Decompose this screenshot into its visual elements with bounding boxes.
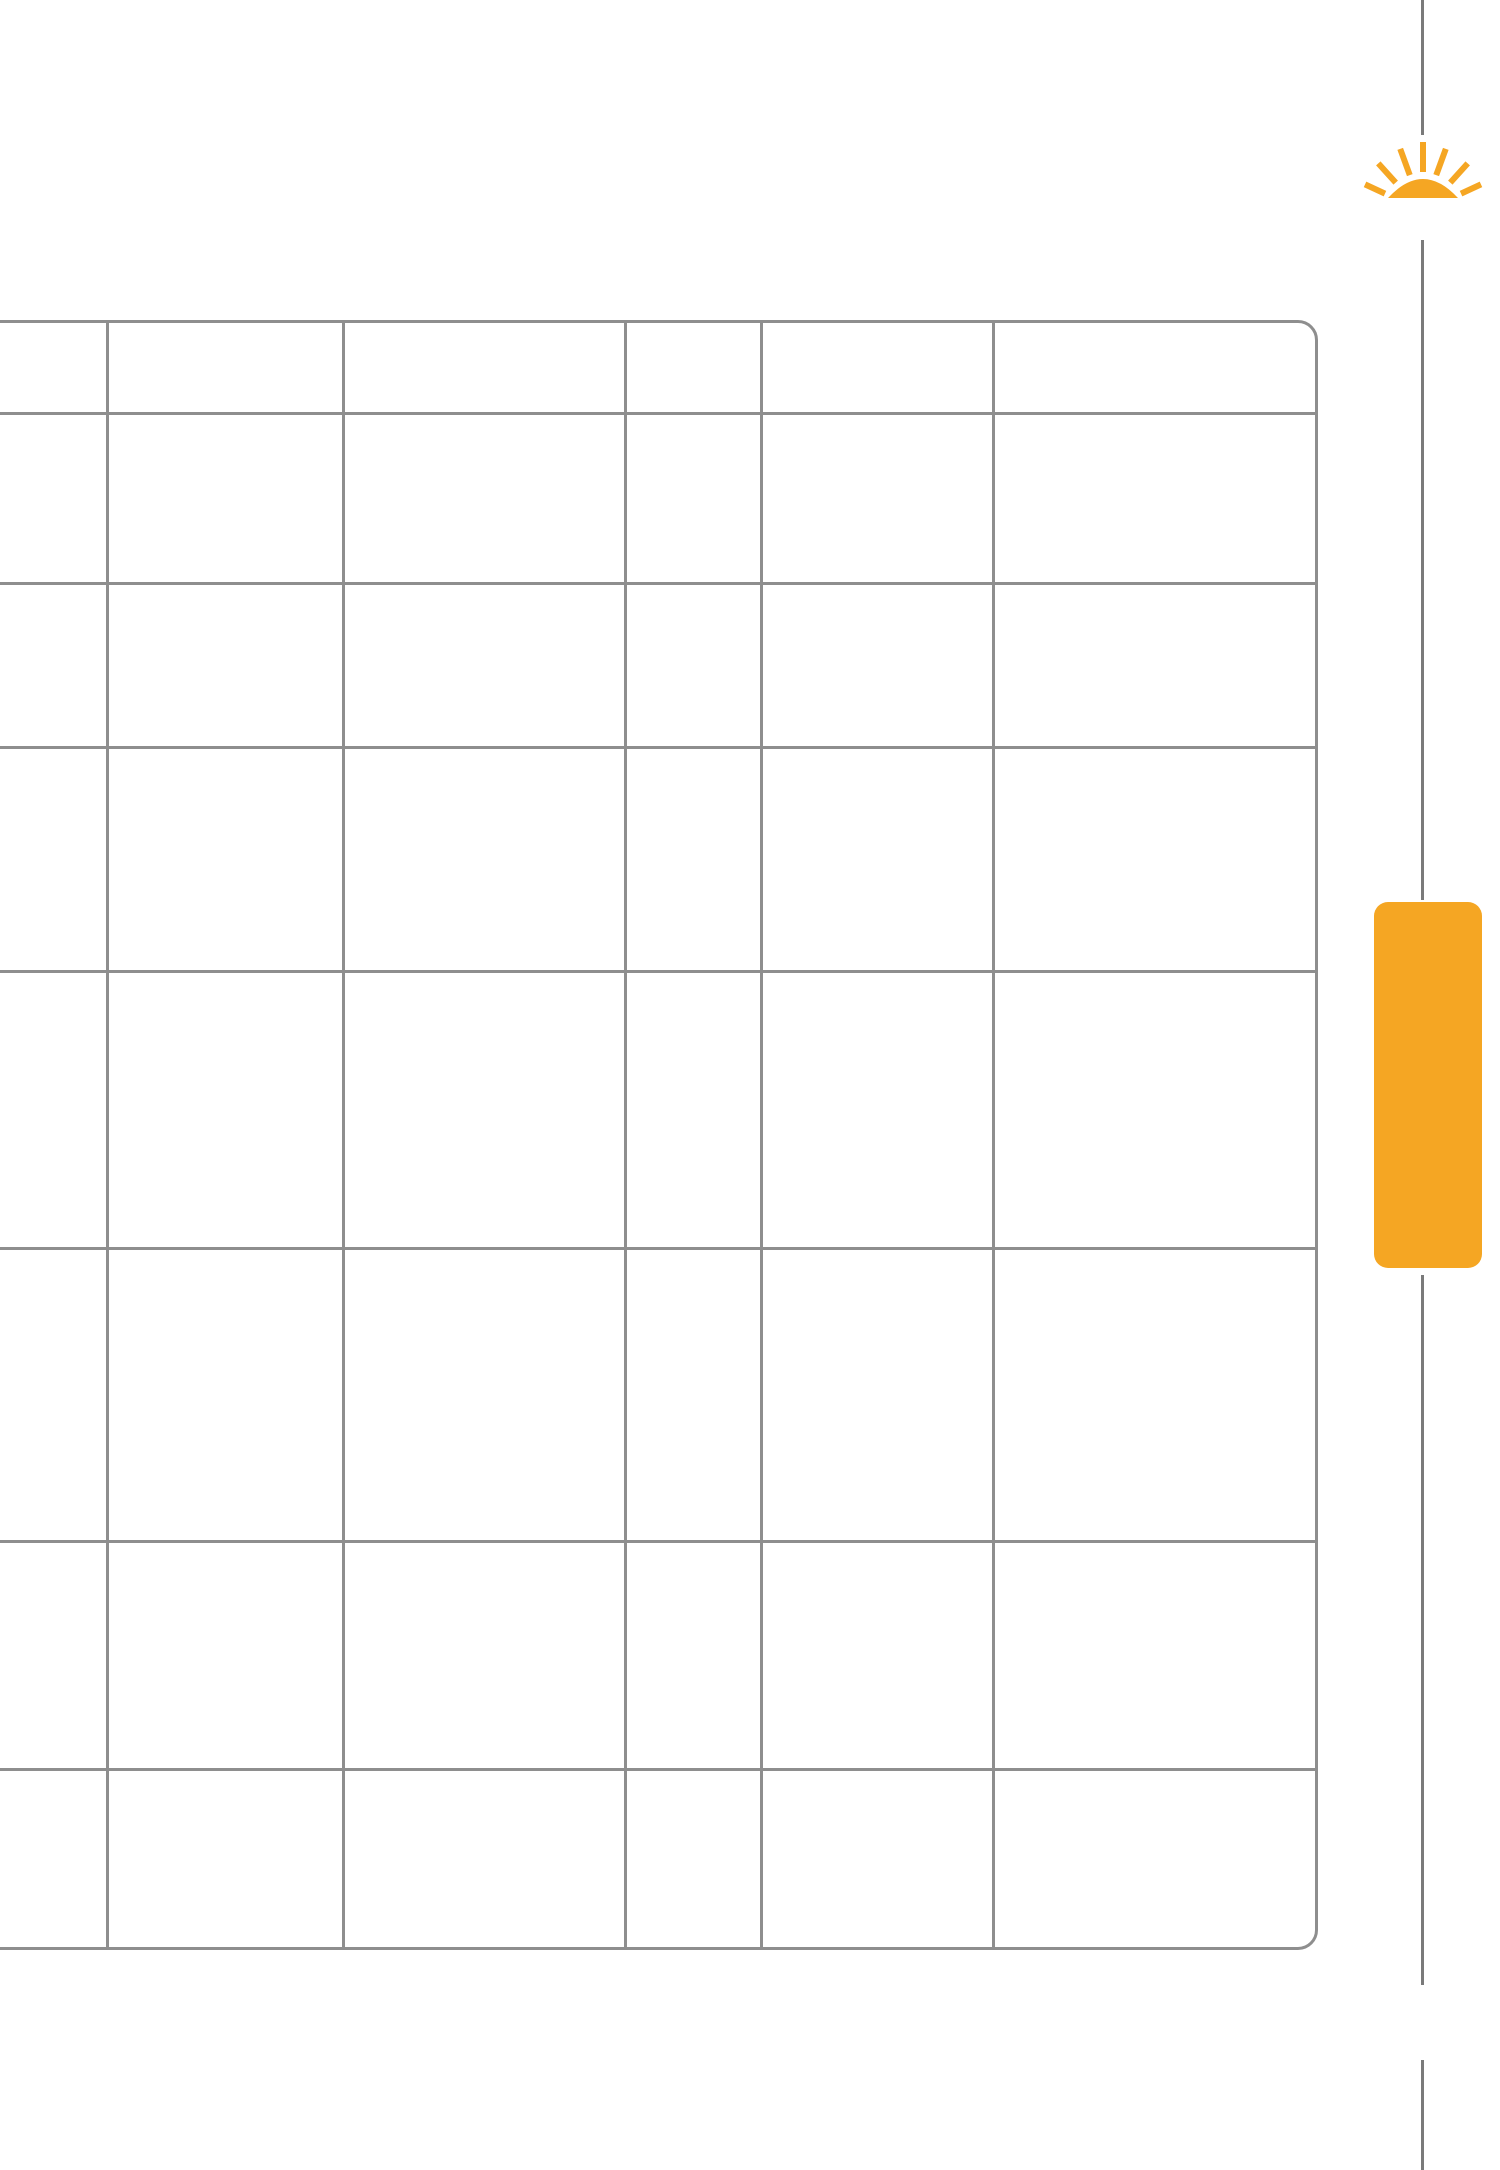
column-divider <box>342 323 345 1947</box>
header-description <box>345 323 624 412</box>
header-photo <box>995 323 1315 412</box>
row-divider <box>0 1540 1315 1543</box>
divider-line <box>1421 0 1424 135</box>
header-quantity <box>627 323 760 412</box>
column-divider <box>760 323 763 1947</box>
divider-line <box>1421 2060 1424 2170</box>
row-divider <box>0 746 1315 749</box>
row-divider <box>0 582 1315 585</box>
column-divider <box>106 323 109 1947</box>
row-divider <box>0 970 1315 973</box>
divider-line <box>1421 1275 1424 1985</box>
row-divider <box>0 412 1315 415</box>
product-table <box>0 320 1318 1950</box>
divider-line <box>1421 240 1424 900</box>
side-tab[interactable] <box>1374 902 1482 1268</box>
column-divider <box>624 323 627 1947</box>
sun-icon <box>1358 140 1488 210</box>
header-code <box>109 323 342 412</box>
column-divider <box>992 323 995 1947</box>
header-price <box>763 323 992 412</box>
row-divider <box>0 1247 1315 1250</box>
brand-logo <box>1358 140 1488 240</box>
row-divider <box>0 1768 1315 1771</box>
header-number <box>0 323 106 412</box>
